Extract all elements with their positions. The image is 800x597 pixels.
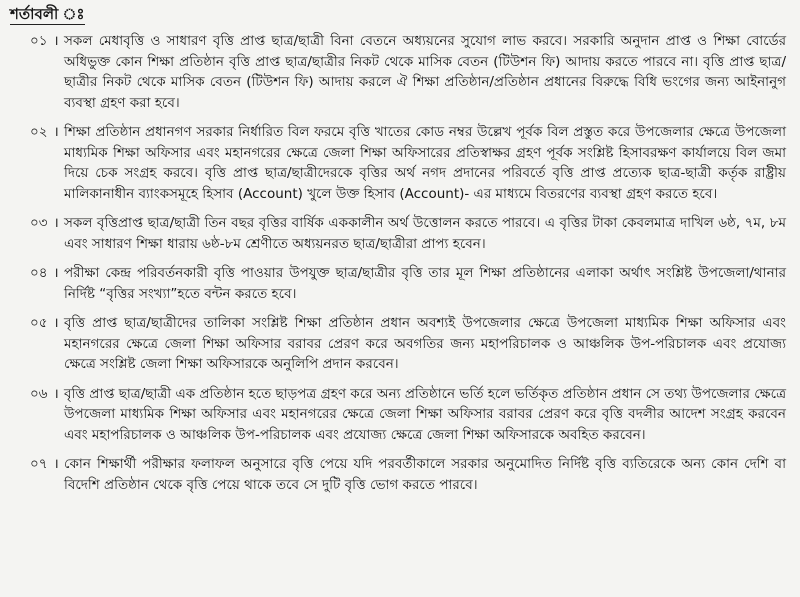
clause-text: বৃত্তি প্রাপ্ত ছাত্র/ছাত্রীদের তালিকা সংশ্লিষ্ট শিক্ষা প্রতিষ্ঠান প্রধান অবশ্যই উপজেলার ক্ষেত্রে উপজেলা মাধ্যমিক শিক্ষা অফিসার এবং মহানগরের ক্ষেত্রে জেলা শিক্ষা অফিসার বরাবর প্রেরণ করে অবগতির জন্য মহাপরিচালক ও আঞ্চলিক উপ-পরিচালক এবং প্রযোজ্য ক্ষেত্রে সংশ্লিষ্ট জেলা শিক্ষা অফিসারকে অনুলিপি প্রদান করবেন। [64, 315, 786, 372]
clause-05 [8, 313, 786, 375]
clause-06 [8, 384, 786, 446]
clause-number: ০৫ । [30, 315, 59, 331]
clause-04 [8, 263, 786, 304]
clause-02 [8, 122, 786, 204]
clause-number: ০৩ । [30, 215, 59, 231]
terms-heading: শর্তাবলী ঃ [10, 5, 85, 23]
clause-07 [8, 454, 786, 495]
clause-number: ০৪ । [30, 265, 59, 281]
clause-number: ০১ । [30, 33, 59, 49]
clause-01 [8, 31, 786, 113]
clause-number: ০২ । [30, 124, 59, 140]
clause-number: ০৭ । [30, 456, 59, 472]
clause-text: সকল বৃত্তিপ্রাপ্ত ছাত্র/ছাত্রী তিন বছর বৃত্তির বার্ষিক এককালীন অর্থ উত্তোলন করতে পারবে। এ বৃত্তির টাকা কেবলমাত্র দাখিল ৬ষ্ঠ, ৭ম, ৮ম এবং সাধারণ শিক্ষা ধারায় ৬ষ্ঠ-৮ম শ্রেণীতে অধ্যয়নরত ছাত্র/ছাত্রীরা প্রাপ্য হবেন। [64, 215, 786, 252]
clause-text: সকল মেধাবৃত্তি ও সাধারণ বৃত্তি প্রাপ্ত ছাত্র/ছাত্রী বিনা বেতনে অধ্যয়নের সুযোগ লাভ করবে। সরকারি অনুদান প্রাপ্ত ও শিক্ষা বোর্ডের অধিভুক্ত কোন শিক্ষা প্রতিষ্ঠান বৃত্তি প্রাপ্ত ছাত্র/ছাত্রীর নিকট থেকে মাসিক বেতন (টিউশন ফি) আদায় করতে পারবে না। বৃত্তি প্রাপ্ত ছাত্র/ছাত্রীর নিকট থেকে মাসিক বেতন (টিউশন ফি) আদায় করলে ঐ শিক্ষা প্রতিষ্ঠান/প্রতিষ্ঠান প্রধানের বিরুদ্ধে বিধি ভংগের জন্য আইনানুগ ব্যবস্থা গ্রহণ করা হবে। [64, 33, 786, 111]
clause-number: ০৬ । [30, 385, 59, 402]
clause-text: কোন শিক্ষার্থী পরীক্ষার ফলাফল অনুসারে বৃত্তি পেয়ে যদি পরবর্তীকালে সরকার অনুমোদিত নির্দিষ্ট বৃত্তি ব্যতিরেকে অন্য কোন দেশি বা বিদেশি প্রতিষ্ঠান থেকে বৃত্তি পেয়ে থাকে তবে সে দুটি বৃত্তি ভোগ করতে পারবে। [64, 456, 786, 493]
clause-03 [8, 213, 786, 254]
clause-text: বৃত্তি প্রাপ্ত ছাত্র/ছাত্রী এক প্রতিষ্ঠান হতে ছাড়পত্র গ্রহণ করে অন্য প্রতিষ্ঠানে ভর্তি হলে ভর্তিকৃত প্রতিষ্ঠান প্রধান সে তথ্য উপজেলার ক্ষেত্রে উপজেলা মাধ্যমিক শিক্ষা অফিসার এবং মহানগরের ক্ষেত্রে জেলা শিক্ষা অফিসার বরাবর প্রেরণ করে বৃত্তি বদলীর আদেশ সংগ্রহ করবেন এবং মহাপরিচালক ও আঞ্চলিক উপ-পরিচালক এবং প্রযোজ্য ক্ষেত্রে জেলা শিক্ষা অফিসারকে অবহিত করবেন। [64, 385, 786, 443]
clause-text: পরীক্ষা কেন্দ্র পরিবর্তনকারী বৃত্তি পাওয়ার উপযুক্ত ছাত্র/ছাত্রীর বৃত্তি তার মূল শিক্ষা প্রতিষ্ঠানের এলাকা অর্থাৎ সংশ্লিষ্ট উপজেলা/থানার নির্দিষ্ট “বৃত্তির সংখ্যা”হতে বন্টন করতে হবে। [64, 265, 786, 302]
clause-text: শিক্ষা প্রতিষ্ঠান প্রধানগণ সরকার নির্ধারিত বিল ফরমে বৃত্তি খাতের কোড নম্বর উল্লেখ পূর্বক বিল প্রস্তুত করে উপজেলার ক্ষেত্রে উপজেলা মাধ্যমিক শিক্ষা অফিসার এবং মহানগরের ক্ষেত্রে জেলা শিক্ষা অফিসারের প্রতিস্বাক্ষর গ্রহণ পূর্বক সংশ্লিষ্ট হিসাবরক্ষণ কার্যালয়ে বিল জমা দিয়ে চেক সংগ্রহ করবে। বৃত্তি প্রাপ্ত ছাত্র/ছাত্রীদেরকে বৃত্তির অর্থ নগদ প্রদানের পরিবর্তে বৃত্তি প্রাপ্ত প্রত্যেক ছাত্র-ছাত্রী কর্তৃক রাষ্ট্রীয় মালিকানাধীন ব্যাংকসমূহে হিসাব (Account) খুলে উক্ত হিসাব (Account)- এর মাধ্যমে বিতরণের ব্যবস্থা গ্রহণ করতে হবে। [64, 124, 786, 202]
